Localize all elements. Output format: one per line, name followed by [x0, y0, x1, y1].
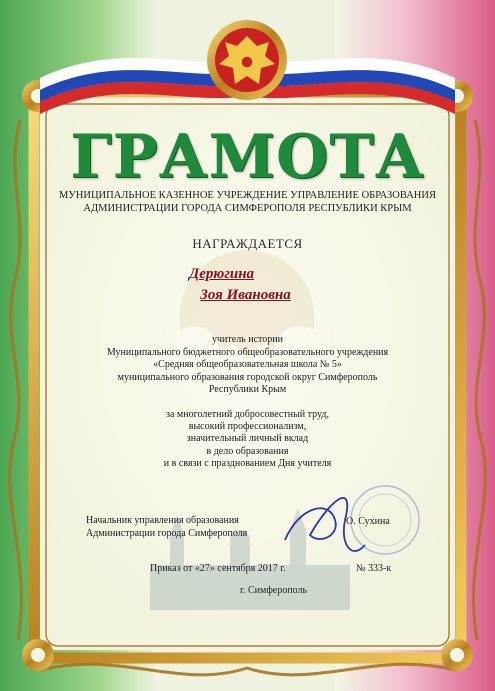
recipient-surname: Дерюгина	[188, 266, 255, 282]
coat-of-arms-emblem	[207, 20, 287, 100]
reason-line: за многолетний добросовестный труд,	[166, 409, 329, 420]
position-line: Республики Крым	[208, 384, 287, 395]
certificate-title: ГРАМОТА	[70, 122, 425, 192]
reason-line: значительный личный вклад	[186, 433, 309, 444]
reason-line: высокий профессионализм,	[188, 421, 307, 432]
signatory-name: О. Сухина	[346, 516, 390, 527]
organization-line: АДМИНИСТРАЦИИ ГОРОДА СИМФЕРОПОЛЯ РЕСПУБЛИКИ КРЫМ	[83, 203, 412, 214]
city-label: г. Симферополь	[240, 585, 308, 596]
order-number: № 333-к	[356, 563, 392, 574]
recipient-given-names: Зоя Ивановна	[200, 287, 291, 303]
position-line: муниципального образования городской округ Симферополь	[117, 372, 378, 383]
reason-line: и в связи с празднованием Дня учителя	[163, 458, 332, 469]
position-line: учитель истории	[212, 334, 283, 345]
organization-line: МУНИЦИПАЛЬНОЕ КАЗЕННОЕ УЧРЕЖДЕНИЕ УПРАВЛЕНИЕ ОБРАЗОВАНИЯ	[59, 190, 436, 201]
signatory-title-line: Администрации города Симферополя	[86, 528, 248, 539]
reason-line: в дело образования	[206, 446, 289, 457]
signatory-title-line: Начальник управления образования	[86, 515, 239, 526]
position-line: «Средняя общеобразовательная школа № 5»	[153, 359, 342, 370]
position-line: Муниципального бюджетного общеобразовательного учреждения	[106, 347, 389, 358]
awarded-label: НАГРАЖДАЕТСЯ	[192, 236, 303, 251]
order-reference: Приказ от «27» сентября 2017 г.	[150, 563, 286, 574]
